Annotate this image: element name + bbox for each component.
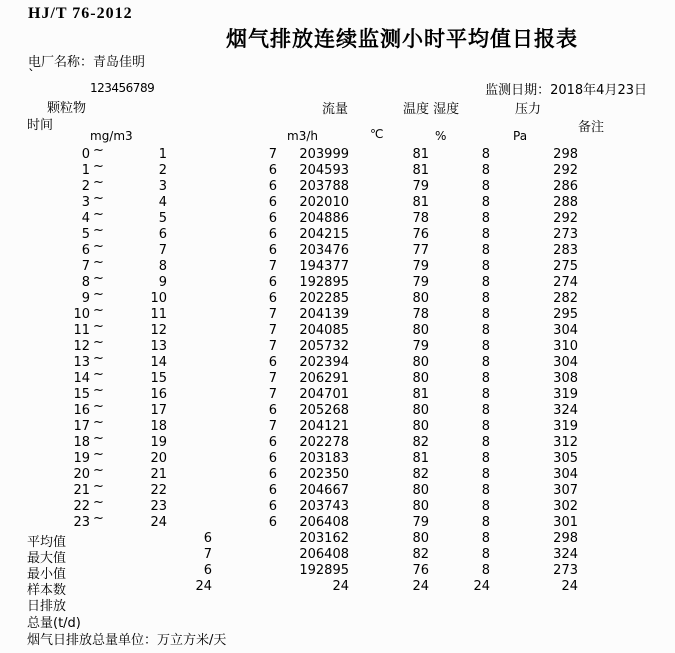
- particulate-value: 7: [268, 339, 277, 354]
- tilde-separator: ~: [93, 415, 104, 430]
- humidity-value: 8: [481, 179, 490, 194]
- humidity-value: 8: [481, 227, 490, 242]
- header-temp-humidity: 温度 湿度: [403, 102, 460, 117]
- particulate-value: 6: [268, 163, 277, 178]
- time-start: 6: [81, 243, 90, 258]
- humidity-value: 8: [481, 467, 490, 482]
- flow-value: 192895: [299, 275, 349, 290]
- flow-value: 203162: [299, 531, 349, 546]
- time-start: 14: [73, 371, 90, 386]
- flow-value: 204886: [299, 211, 349, 226]
- temperature-value: 81: [412, 451, 429, 466]
- temperature-value: 78: [412, 307, 429, 322]
- time-end: 19: [150, 435, 167, 450]
- pressure-value: 308: [553, 371, 578, 386]
- pressure-value: 304: [553, 355, 578, 370]
- pressure-value: 273: [553, 227, 578, 242]
- humidity-value: 8: [481, 211, 490, 226]
- time-start: 13: [73, 355, 90, 370]
- humidity-value: 8: [481, 547, 490, 562]
- footer-line: 烟气日排放总量单位：万立方米/天: [27, 633, 227, 648]
- pressure-value: 283: [553, 243, 578, 258]
- humidity-value: 8: [481, 387, 490, 402]
- time-end: 7: [158, 243, 167, 258]
- flow-value: 203999: [299, 147, 349, 162]
- summary-row: [0, 531, 675, 550]
- pressure-value: 274: [553, 275, 578, 290]
- humidity-value: 8: [481, 259, 490, 274]
- tilde-separator: ~: [93, 191, 104, 206]
- flow-value: 202394: [299, 355, 349, 370]
- time-end: 24: [150, 515, 167, 530]
- temperature-value: 80: [412, 419, 429, 434]
- particulate-value: 6: [268, 211, 277, 226]
- particulate-value: 6: [268, 195, 277, 210]
- tilde-separator: ~: [93, 431, 104, 446]
- temperature-value: 80: [412, 371, 429, 386]
- tilde-separator: ~: [93, 335, 104, 350]
- temperature-value: 78: [412, 211, 429, 226]
- tilde-separator: ~: [93, 319, 104, 334]
- summary-label: 平均值: [27, 535, 67, 550]
- tilde-separator: ~: [93, 495, 104, 510]
- particulate-value: 6: [268, 275, 277, 290]
- humidity-value: 8: [481, 563, 490, 578]
- pressure-value: 310: [553, 339, 578, 354]
- particulate-value: 6: [268, 243, 277, 258]
- summary-row: [0, 579, 675, 598]
- temperature-value: 79: [412, 179, 429, 194]
- table-row: [0, 511, 675, 531]
- humidity-value: 8: [481, 371, 490, 386]
- tilde-separator: ~: [93, 223, 104, 238]
- time-start: 15: [73, 387, 90, 402]
- footer-line: 日排放: [27, 599, 67, 614]
- pressure-value: 304: [553, 323, 578, 338]
- flow-value: 203788: [299, 179, 349, 194]
- temperature-value: 82: [412, 467, 429, 482]
- humidity-value: 8: [481, 435, 490, 450]
- particulate-value: 6: [268, 179, 277, 194]
- flow-value: 203183: [299, 451, 349, 466]
- particulate-value: 6: [268, 499, 277, 514]
- time-start: 19: [73, 451, 90, 466]
- tilde-separator: ~: [93, 351, 104, 366]
- time-start: 10: [73, 307, 90, 322]
- particulate-value: 6: [268, 515, 277, 530]
- tilde-separator: ~: [93, 303, 104, 318]
- time-start: 3: [81, 195, 90, 210]
- humidity-value: 8: [481, 403, 490, 418]
- time-end: 2: [158, 163, 167, 178]
- temperature-value: 80: [412, 499, 429, 514]
- flow-value: 203743: [299, 499, 349, 514]
- particulate-value: 7: [203, 547, 212, 562]
- time-start: 23: [73, 515, 90, 530]
- unit-humidity: %: [435, 129, 447, 143]
- summary-label: 最大值: [27, 551, 67, 566]
- flow-value: 204701: [299, 387, 349, 402]
- flow-value: 202278: [299, 435, 349, 450]
- flow-value: 202350: [299, 467, 349, 482]
- temperature-value: 79: [412, 259, 429, 274]
- particulate-value: 6: [268, 355, 277, 370]
- humidity-value: 8: [481, 355, 490, 370]
- flow-value: 206408: [299, 547, 349, 562]
- humidity-value: 8: [481, 515, 490, 530]
- summary-row: [0, 547, 675, 566]
- summary-row: [0, 563, 675, 582]
- time-end: 5: [158, 211, 167, 226]
- humidity-value: 8: [481, 339, 490, 354]
- temperature-value: 82: [412, 547, 429, 562]
- flow-value: 202010: [299, 195, 349, 210]
- flow-value: 205268: [299, 403, 349, 418]
- monitor-date: 监测日期：2018年4月23日: [485, 83, 647, 98]
- humidity-value: 8: [481, 243, 490, 258]
- time-end: 13: [150, 339, 167, 354]
- flow-value: 204667: [299, 483, 349, 498]
- humidity-value: 8: [481, 323, 490, 338]
- pressure-value: 305: [553, 451, 578, 466]
- tilde-separator: ~: [93, 175, 104, 190]
- flow-value: 24: [332, 579, 349, 594]
- particulate-value: 6: [203, 563, 212, 578]
- unit-temperature: ℃: [370, 127, 384, 141]
- flow-value: 204215: [299, 227, 349, 242]
- tilde-separator: ~: [93, 271, 104, 286]
- time-start: 21: [73, 483, 90, 498]
- tilde-separator: ~: [93, 143, 104, 158]
- time-end: 18: [150, 419, 167, 434]
- tilde-separator: ~: [93, 287, 104, 302]
- pressure-value: 319: [553, 387, 578, 402]
- tilde-separator: ~: [93, 511, 104, 526]
- particulate-value: 6: [268, 291, 277, 306]
- time-end: 14: [150, 355, 167, 370]
- particulate-value: 6: [268, 435, 277, 450]
- time-end: 4: [158, 195, 167, 210]
- time-end: 9: [158, 275, 167, 290]
- temperature-value: 81: [412, 195, 429, 210]
- humidity-value: 8: [481, 419, 490, 434]
- time-end: 17: [150, 403, 167, 418]
- particulate-value: 7: [268, 371, 277, 386]
- temperature-value: 81: [412, 387, 429, 402]
- flow-value: 204593: [299, 163, 349, 178]
- time-end: 21: [150, 467, 167, 482]
- tilde-separator: ~: [93, 399, 104, 414]
- temperature-value: 76: [412, 563, 429, 578]
- time-start: 12: [73, 339, 90, 354]
- time-start: 7: [81, 259, 90, 274]
- tilde-separator: ~: [93, 447, 104, 462]
- time-start: 9: [81, 291, 90, 306]
- time-start: 2: [81, 179, 90, 194]
- humidity-value: 8: [481, 163, 490, 178]
- temperature-value: 79: [412, 275, 429, 290]
- humidity-value: 8: [481, 147, 490, 162]
- time-end: 20: [150, 451, 167, 466]
- humidity-value: 24: [473, 579, 490, 594]
- temperature-value: 80: [412, 403, 429, 418]
- tick-mark: `: [28, 68, 35, 84]
- tilde-separator: ~: [93, 463, 104, 478]
- pressure-value: 324: [553, 403, 578, 418]
- time-end: 22: [150, 483, 167, 498]
- temperature-value: 81: [412, 163, 429, 178]
- time-start: 11: [73, 323, 90, 338]
- pressure-value: 286: [553, 179, 578, 194]
- time-end: 1: [158, 147, 167, 162]
- tilde-separator: ~: [93, 207, 104, 222]
- humidity-value: 8: [481, 291, 490, 306]
- pressure-value: 301: [553, 515, 578, 530]
- pressure-value: 307: [553, 483, 578, 498]
- temperature-value: 80: [412, 531, 429, 546]
- particulate-value: 6: [268, 467, 277, 482]
- flow-value: 204139: [299, 307, 349, 322]
- pressure-value: 282: [553, 291, 578, 306]
- time-start: 4: [81, 211, 90, 226]
- pressure-value: 292: [553, 163, 578, 178]
- flow-value: 206408: [299, 515, 349, 530]
- time-start: 1: [81, 163, 90, 178]
- pressure-value: 288: [553, 195, 578, 210]
- pressure-value: 312: [553, 435, 578, 450]
- pressure-value: 275: [553, 259, 578, 274]
- tilde-separator: ~: [93, 479, 104, 494]
- temperature-value: 81: [412, 147, 429, 162]
- pressure-value: 292: [553, 211, 578, 226]
- plant-name: 电厂名称：青岛佳明: [28, 55, 146, 70]
- humidity-value: 8: [481, 483, 490, 498]
- time-start: 0: [81, 147, 90, 162]
- tilde-separator: ~: [93, 159, 104, 174]
- time-end: 6: [158, 227, 167, 242]
- temperature-value: 80: [412, 291, 429, 306]
- tilde-separator: ~: [93, 255, 104, 270]
- tilde-separator: ~: [93, 239, 104, 254]
- header-pressure: 压力: [515, 102, 542, 117]
- temperature-value: 77: [412, 243, 429, 258]
- time-start: 22: [73, 499, 90, 514]
- time-end: 12: [150, 323, 167, 338]
- tilde-separator: ~: [93, 367, 104, 382]
- time-start: 18: [73, 435, 90, 450]
- time-end: 10: [150, 291, 167, 306]
- header-remark: 备注: [578, 120, 605, 135]
- particulate-value: 6: [268, 483, 277, 498]
- header-particulate: 颗粒物: [47, 101, 87, 116]
- column-numbers: 123456789: [90, 81, 155, 95]
- summary-label: 最小值: [27, 567, 67, 582]
- particulate-value: 7: [268, 323, 277, 338]
- pressure-value: 319: [553, 419, 578, 434]
- pressure-value: 298: [553, 531, 578, 546]
- particulate-value: 6: [268, 403, 277, 418]
- humidity-value: 8: [481, 195, 490, 210]
- temperature-value: 82: [412, 435, 429, 450]
- footer-line: 总量(t/d): [27, 616, 81, 631]
- pressure-value: 302: [553, 499, 578, 514]
- particulate-value: 6: [203, 531, 212, 546]
- temperature-value: 76: [412, 227, 429, 242]
- particulate-value: 6: [268, 451, 277, 466]
- report-title: 烟气排放连续监测小时平均值日报表: [226, 27, 578, 51]
- unit-particulate: mg/m3: [90, 129, 133, 143]
- unit-pressure: Pa: [513, 129, 528, 143]
- humidity-value: 8: [481, 499, 490, 514]
- pressure-value: 273: [553, 563, 578, 578]
- particulate-value: 6: [268, 227, 277, 242]
- time-end: 15: [150, 371, 167, 386]
- unit-flow: m3/h: [287, 129, 318, 143]
- time-end: 23: [150, 499, 167, 514]
- humidity-value: 8: [481, 275, 490, 290]
- humidity-value: 8: [481, 451, 490, 466]
- temperature-value: 80: [412, 355, 429, 370]
- humidity-value: 8: [481, 307, 490, 322]
- flow-value: 203476: [299, 243, 349, 258]
- flow-value: 194377: [299, 259, 349, 274]
- time-start: 17: [73, 419, 90, 434]
- time-end: 16: [150, 387, 167, 402]
- time-start: 8: [81, 275, 90, 290]
- humidity-value: 8: [481, 531, 490, 546]
- temperature-value: 24: [412, 579, 429, 594]
- time-end: 8: [158, 259, 167, 274]
- temperature-value: 80: [412, 323, 429, 338]
- particulate-value: 7: [268, 259, 277, 274]
- pressure-value: 324: [553, 547, 578, 562]
- flow-value: 204121: [299, 419, 349, 434]
- tilde-separator: ~: [93, 383, 104, 398]
- pressure-value: 298: [553, 147, 578, 162]
- temperature-value: 79: [412, 339, 429, 354]
- header-flow: 流量: [322, 102, 349, 117]
- time-start: 5: [81, 227, 90, 242]
- flow-value: 205732: [299, 339, 349, 354]
- particulate-value: 7: [268, 147, 277, 162]
- pressure-value: 304: [553, 467, 578, 482]
- temperature-value: 79: [412, 515, 429, 530]
- particulate-value: 7: [268, 419, 277, 434]
- flow-value: 206291: [299, 371, 349, 386]
- header-time: 时间: [27, 118, 54, 133]
- pressure-value: 24: [561, 579, 578, 594]
- pressure-value: 295: [553, 307, 578, 322]
- particulate-value: 7: [268, 307, 277, 322]
- time-start: 20: [73, 467, 90, 482]
- summary-label: 样本数: [27, 583, 67, 598]
- time-start: 16: [73, 403, 90, 418]
- flow-value: 192895: [299, 563, 349, 578]
- standard-code: HJ/T 76-2012: [28, 5, 133, 22]
- flow-value: 204085: [299, 323, 349, 338]
- temperature-value: 80: [412, 483, 429, 498]
- particulate-value: 24: [195, 579, 212, 594]
- time-end: 3: [158, 179, 167, 194]
- time-end: 11: [150, 307, 167, 322]
- particulate-value: 7: [268, 387, 277, 402]
- flow-value: 202285: [299, 291, 349, 306]
